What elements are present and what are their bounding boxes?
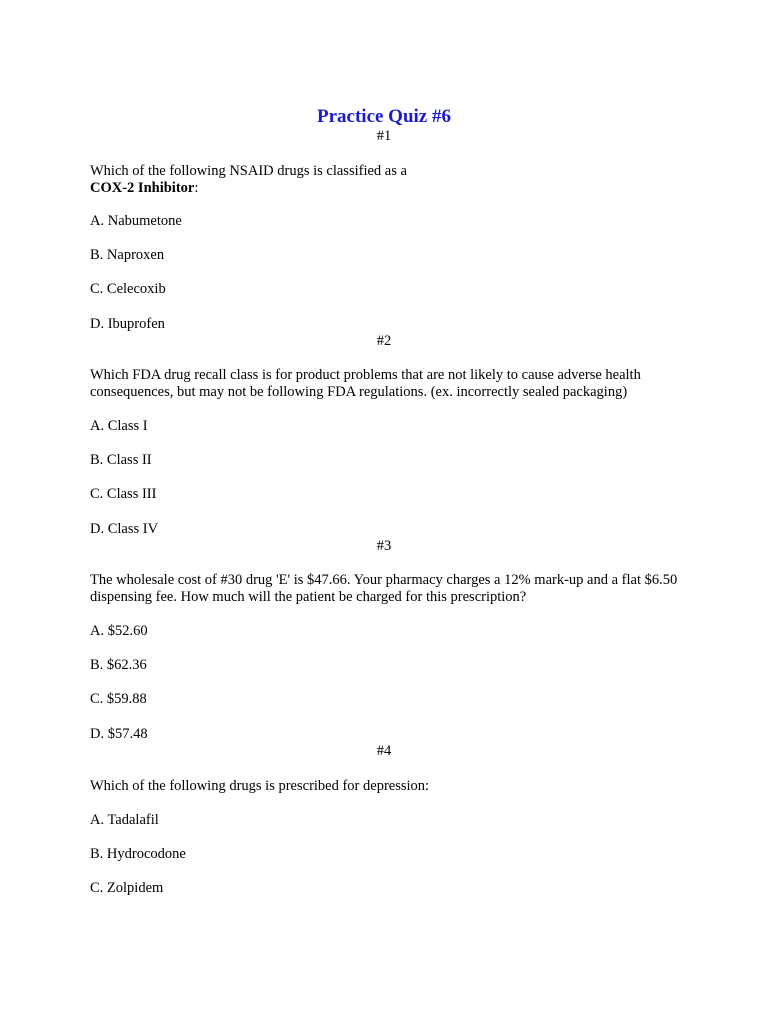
question-number: #4 [376,743,392,759]
question-stem: Which of the following NSAID drugs is classified as a [90,163,407,179]
answer-option: C. $59.88 [90,691,147,707]
quiz-title: Practice Quiz #6 [316,106,451,127]
answer-option: B. Hydrocodone [90,846,186,862]
question-number: #3 [376,538,392,554]
question-stem-bold: COX-2 Inhibitor [90,180,195,196]
answer-option: A. Class I [90,418,148,434]
answer-option: C. Class III [90,486,157,502]
answer-option: C. Zolpidem [90,880,164,896]
answer-option: A. Tadalafil [90,812,159,828]
question-number: #2 [376,333,392,349]
question-stem-line2 [90,180,198,197]
question-stem: Which of the following drugs is prescribed for depression: [90,778,430,794]
answer-option: B. Naproxen [90,247,165,263]
answer-option: C. Celecoxib [90,281,166,297]
answer-option: B. Class II [90,452,152,468]
answer-option: B. $62.36 [90,657,147,673]
answer-option: D. $57.48 [90,726,148,742]
answer-option: A. $52.60 [90,623,148,639]
question-stem: The wholesale cost of #30 drug 'E' is $47.66. Your pharmacy charges a 12% mark-up and a flat $6.50 [90,572,678,588]
question-stem: Which FDA drug recall class is for product problems that are not likely to cause adverse health [90,367,641,383]
answer-option: D. Class IV [90,521,159,537]
answer-option: A. Nabumetone [90,213,182,229]
question-number: #1 [376,128,392,144]
question-stem-line2: consequences, but may not be following FDA regulations. (ex. incorrectly sealed packaging) [90,384,628,400]
question-stem-line2: dispensing fee. How much will the patient be charged for this prescription? [90,589,527,605]
answer-option: D. Ibuprofen [90,316,165,332]
question-stem-colon: : [194,180,199,196]
